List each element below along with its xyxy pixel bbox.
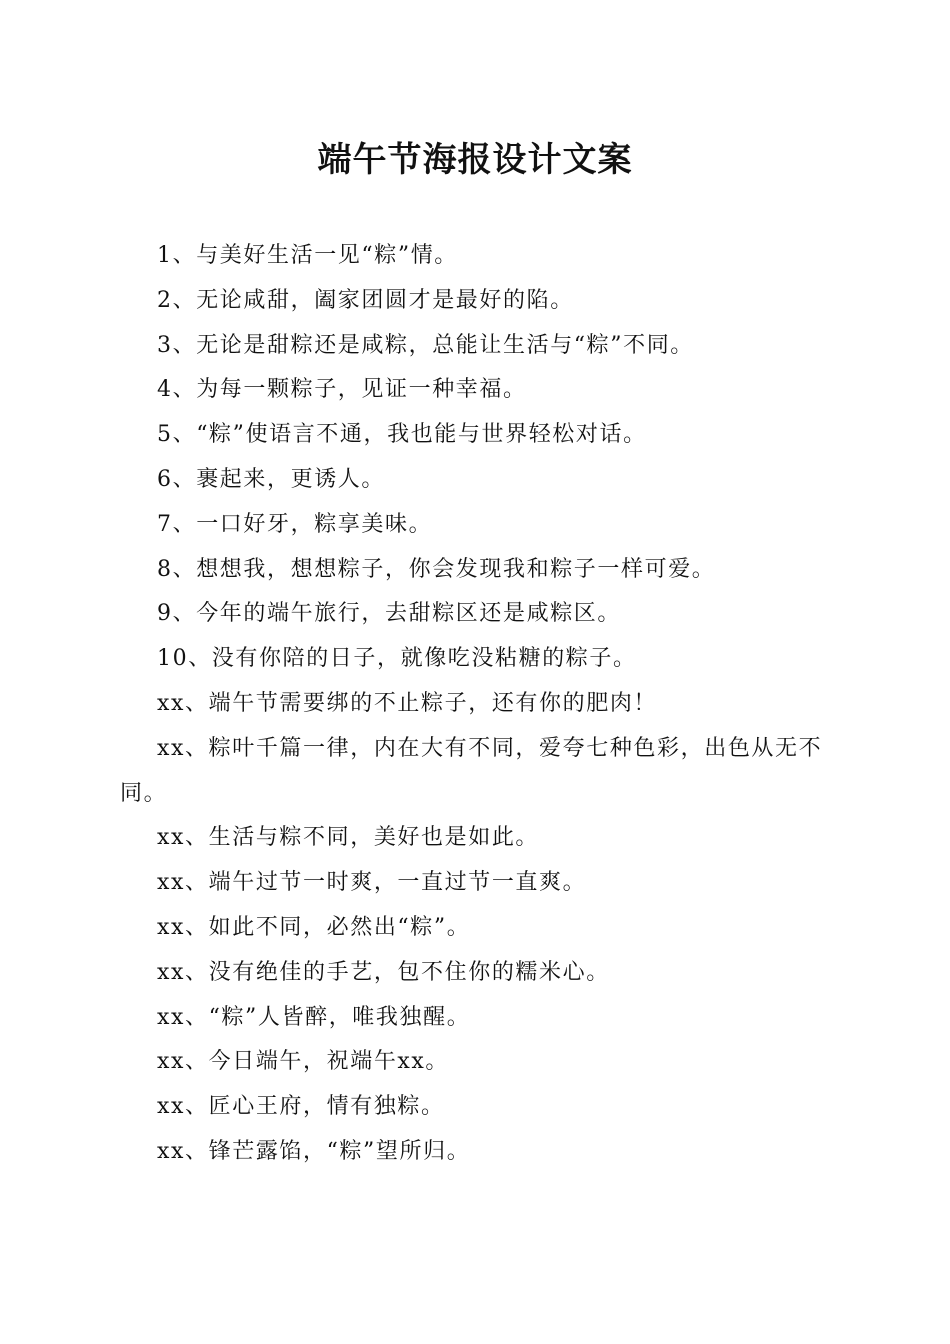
slogan-line: xx、锋芒露馅，“粽”望所归。	[157, 1138, 471, 1164]
slogan-line: xx、生活与粽不同，美好也是如此。	[157, 825, 540, 851]
document-title: 端午节海报设计文案	[317, 140, 633, 180]
slogan-line: 3、无论是甜粽还是咸粽，总能让生活与“粽”不同。	[157, 332, 694, 358]
slogan-line: 9、今年的端午旅行，去甜粽区还是咸粽区。	[157, 601, 621, 627]
slogan-line: 8、想想我，想想粽子，你会发现我和粽子一样可爱。	[157, 556, 716, 582]
slogan-line: xx、匠心王府，情有独粽。	[157, 1094, 445, 1120]
slogan-line: xx、如此不同，必然出“粽”。	[157, 914, 471, 940]
slogan-line: xx、粽叶千篇一律，内在大有不同，爱夸七种色彩，出色从无不同。	[120, 735, 823, 806]
slogan-list	[120, 234, 840, 1175]
slogan-line: xx、今日端午，祝端午xx。	[157, 1049, 450, 1075]
slogan-line: 6、裹起来，更诱人。	[157, 466, 385, 492]
slogan-line: 5、“粽”使语言不通，我也能与世界轻松对话。	[157, 422, 647, 448]
slogan-line: 4、为每一颗粽子，见证一种幸福。	[157, 377, 527, 403]
slogan-line: 2、无论咸甜，阖家团圆才是最好的陷。	[157, 287, 574, 313]
slogan-line: 1、与美好生活一见“粽”情。	[157, 243, 458, 268]
slogan-line: xx、端午节需要绑的不止粽子，还有你的肥肉！	[157, 690, 658, 716]
slogan-line: 7、一口好牙，粽享美味。	[157, 511, 433, 537]
slogan-line: xx、端午过节一时爽，一直过节一直爽。	[157, 870, 587, 896]
slogan-line: 10、没有你陪的日子，就像吃没粘糖的粽子。	[157, 646, 637, 672]
slogan-line: xx、“粽”人皆醉，唯我独醒。	[157, 1004, 471, 1030]
slogan-line: xx、没有绝佳的手艺，包不住你的糯米心。	[157, 959, 610, 985]
